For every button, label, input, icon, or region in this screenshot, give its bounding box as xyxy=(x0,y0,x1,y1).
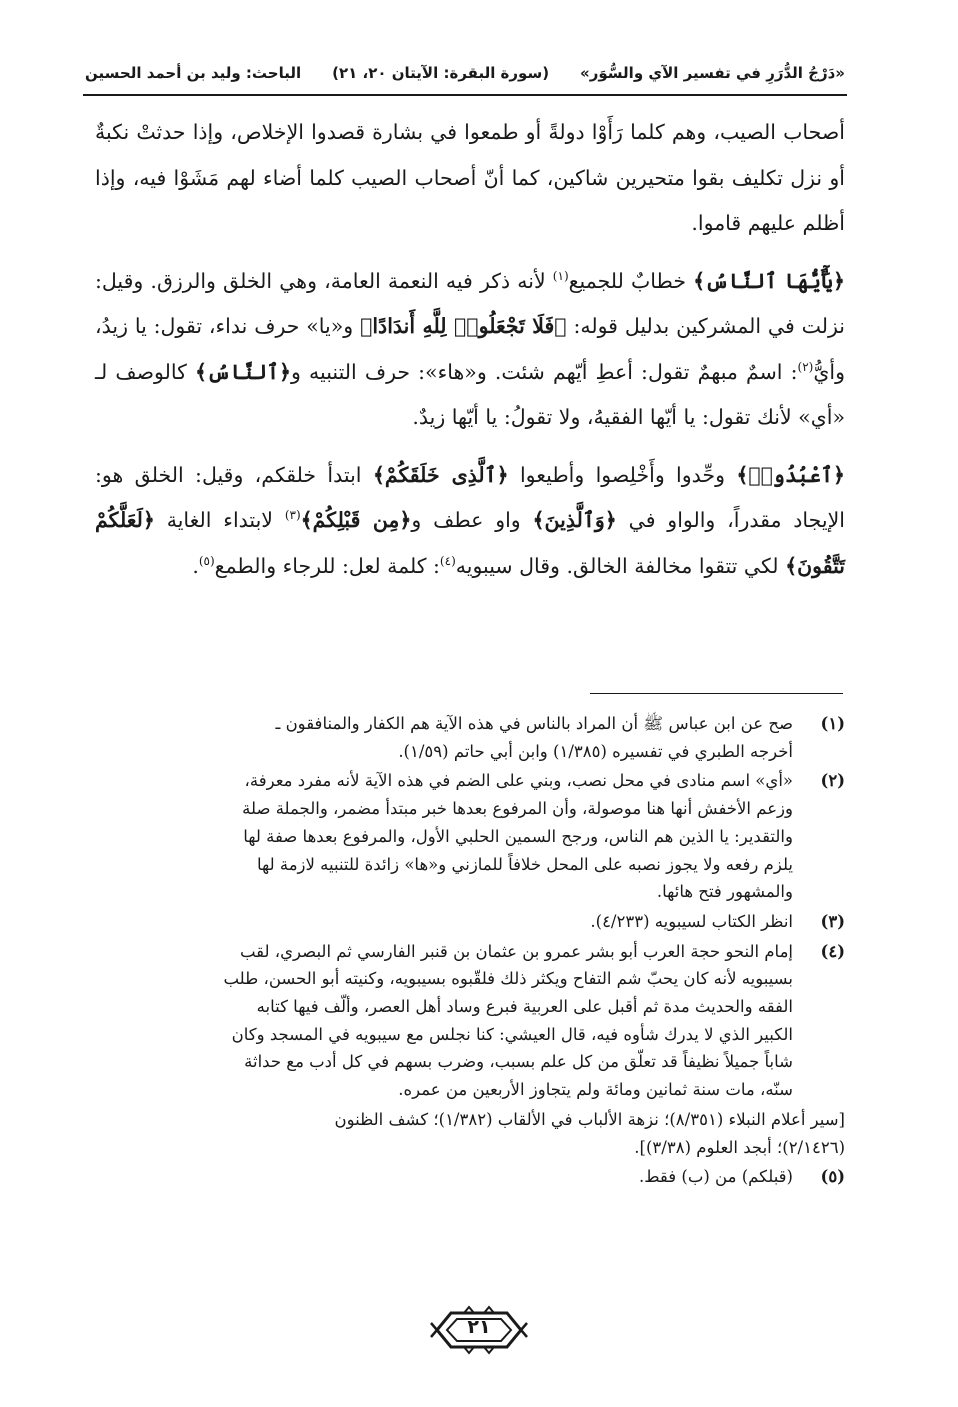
footnote-ref-5[interactable]: (٥) xyxy=(198,553,215,568)
footnote-line: وزعم الأخفش أنها هنا موصولة، وأن المرفوع بعدها خبر مبتدأ مضمر، والجملة صلة xyxy=(242,799,793,819)
footnote-line: الكبير الذي لا يدرك شأوه فيه، قال العيشي: كنا نجلس مع سيبويه في المسجد وكان xyxy=(231,1024,793,1044)
footnote-ref-3[interactable]: (٣) xyxy=(284,508,301,523)
footnote-3 xyxy=(95,908,845,936)
text-run: : اسمٌ مبهمٌ تقول: أعطِ أيّهم شئت. و«هاء»: حرف التنبيه و xyxy=(291,359,798,384)
footnote-line: الفقه والحديث مدة ثم أقبل على العربية فبرع وساد أهل العصر، وألّف فيها كتابه xyxy=(256,997,793,1017)
footnote-text xyxy=(95,710,793,765)
footnote-line: والمشهور فتح هائها. xyxy=(656,882,793,902)
footnote-source-line: (٢/١٤٢٦)؛ أبجد العلوم (٣/٣٨)]. xyxy=(634,1137,845,1157)
footnote-ref-4[interactable]: (٤) xyxy=(439,553,456,568)
text-run: وحِّدوا وأَخْلِصوا وأطيعوا xyxy=(508,462,737,487)
footnote-2 xyxy=(95,767,845,906)
footnote-text xyxy=(95,938,793,1104)
footnotes xyxy=(95,710,845,1193)
footnote-line: سنّه، مات سنة ثمانين ومائة ولم يتجاوز الأربعين من عمره. xyxy=(398,1080,793,1100)
footnote-line: «أي» اسم منادى في محل نصب، وبني على الضم في هذه الآية لأنه مفرد معرفة، xyxy=(244,771,793,791)
main-text xyxy=(95,110,845,601)
paragraph-3 xyxy=(95,453,845,590)
footnote-sources xyxy=(95,1106,845,1161)
paragraph-2 xyxy=(95,259,845,441)
footnote-4-sources xyxy=(95,1106,845,1161)
quran-quote: ﴿لَعَلَّكُمْ تَتَّقُونَ﴾ xyxy=(95,508,845,578)
footnote-line: بسيبويه لأنه كان يحبّ شم التفاح ويكثر ذلك فلقّبوه بسيبويه، وكنيته أبو الحسن، طلب xyxy=(223,969,793,989)
footnote-line: يلزم رفعه ولا يجوز نصبه على المحل خلافاً للمازني و«ها» زائدة للتنبيه لازمة لها xyxy=(256,854,793,874)
footnote-line: إمام النحو حجة العرب أبو بشر عمرو بن عثمان بن قنبر الفارسي ثم البصري، لقب xyxy=(239,941,793,961)
text-run: خطابٌ للجميع xyxy=(568,268,694,293)
footnote-1 xyxy=(95,710,845,765)
footnote-number: (١) xyxy=(820,714,845,733)
footnote-number: (٤) xyxy=(820,941,845,961)
footnote-line: شاباً جميلاً نظيفاً قد تعلّق من كل علم بسبب، وضرب بسهم في كل أدب مع حداثة xyxy=(244,1052,793,1072)
footnote-line: والتقدير: يا الذين هم الناس، ورجح السمين الحلبي الأول، والمرفوع بعدها صفة لها xyxy=(243,826,793,846)
page-number: ٢١ xyxy=(467,1316,491,1338)
header-surah-reference: (سورة البقرة: الآيتان ٢٠، ٢١) xyxy=(332,64,550,82)
quran-quote: ﴿فَلَا تَجْعَلُوا۟ لِلَّهِ أَندَادًا﴾ xyxy=(360,314,567,338)
footnote-text xyxy=(95,908,793,936)
text-run: لكي تتقوا مخالفة الخالق. وقال سيبويه xyxy=(455,553,786,578)
footnote-source-line: [سير أعلام النبلاء (٨/٣٥١)؛ نزهة الألباب في الألقاب (١/٣٨٢)؛ كشف الظنون xyxy=(334,1109,845,1129)
header-divider xyxy=(83,94,847,96)
quran-quote: ﴿ٱعْبُدُوا۟﴾ xyxy=(736,462,845,487)
text-run: ابتدأ خلقكم، وقيل: الخلق هو: الإيجاد مقدراً، والواو في xyxy=(95,462,845,532)
footnote-number: (٥) xyxy=(820,1167,845,1187)
footnote-4 xyxy=(95,938,845,1104)
footnote-5 xyxy=(95,1163,845,1191)
text-run: . xyxy=(192,553,199,578)
text-run: : كلمة لعل: للرجاء والطمع xyxy=(214,553,440,578)
text-run: لأنه ذكر فيه النعمة العامة، وهي الخلق والرزق. وقيل: نزلت في المشركين بدليل قوله: xyxy=(95,268,846,338)
footnote-divider xyxy=(590,693,843,694)
footnote-line: (قبلكم) من (ب) فقط. xyxy=(639,1167,793,1187)
header-author: الباحث: وليد بن أحمد الحسين xyxy=(85,64,302,82)
running-header xyxy=(85,58,845,88)
quran-quote: ﴿يَٰٓأَيُّهَا ٱلنَّاسُ﴾ xyxy=(693,268,845,293)
footnote-line: أخرجه الطبري في تفسيره (١/٣٨٥) وابن أبي حاتم (١/٥٩). xyxy=(398,741,793,761)
footnote-line: صح عن ابن عباس ﷺ أن المراد بالناس في هذه الآية هم الكفار والمنافقون ـ xyxy=(275,714,793,733)
footnote-line: انظر الكتاب لسيبويه (٤/٢٣٣). xyxy=(590,911,793,931)
quran-quote: ﴿ٱلَّذِى خَلَقَكُمْ﴾ xyxy=(372,462,509,487)
footnote-number: (٢) xyxy=(820,771,845,791)
text-run: لابتداء الغاية xyxy=(154,508,285,532)
header-book-title: «دَرْجُ الدُّرَرِ في تفسير الآي والسُّوَر» xyxy=(580,64,845,82)
text-run: كالوصف لـ «أي» لأنك تقول: يا أيّها الفقيهُ، ولا تقولُ: يا أيّها زيدٌ. xyxy=(95,359,845,429)
quran-quote: ﴿مِن قَبْلِكُمْ﴾ xyxy=(300,508,412,532)
footnote-text xyxy=(95,1163,793,1191)
footnote-ref-2[interactable]: (٢) xyxy=(797,359,814,374)
footnote-text xyxy=(95,767,793,906)
page-number-ornament xyxy=(429,1305,529,1355)
quran-quote: ﴿وَٱلَّذِينَ﴾ xyxy=(532,508,617,532)
text-run: و«يا» حرف نداء، تقول: يا زيدُ، وأيُّ xyxy=(95,314,845,384)
paragraph-1: أصحاب الصيب، وهم كلما رَأَوْا دولةً أو طمعوا في بشارة قصدوا الإخلاص، وإذا حدثتْ نكبةٌ أو نزل تكليف بقوا متحيرين شاكين، كما أنّ أصحاب الصيب كلما أضاء لهم مَشَوْا فيه، وإذا أظلم عليهم قاموا. xyxy=(95,120,845,235)
footnote-ref-1[interactable]: (١) xyxy=(552,268,569,283)
footnote-number: (٣) xyxy=(820,911,845,931)
quran-quote: ﴿ٱلنَّاسُ﴾ xyxy=(194,359,292,384)
text-run: واو عطف و xyxy=(411,508,533,532)
